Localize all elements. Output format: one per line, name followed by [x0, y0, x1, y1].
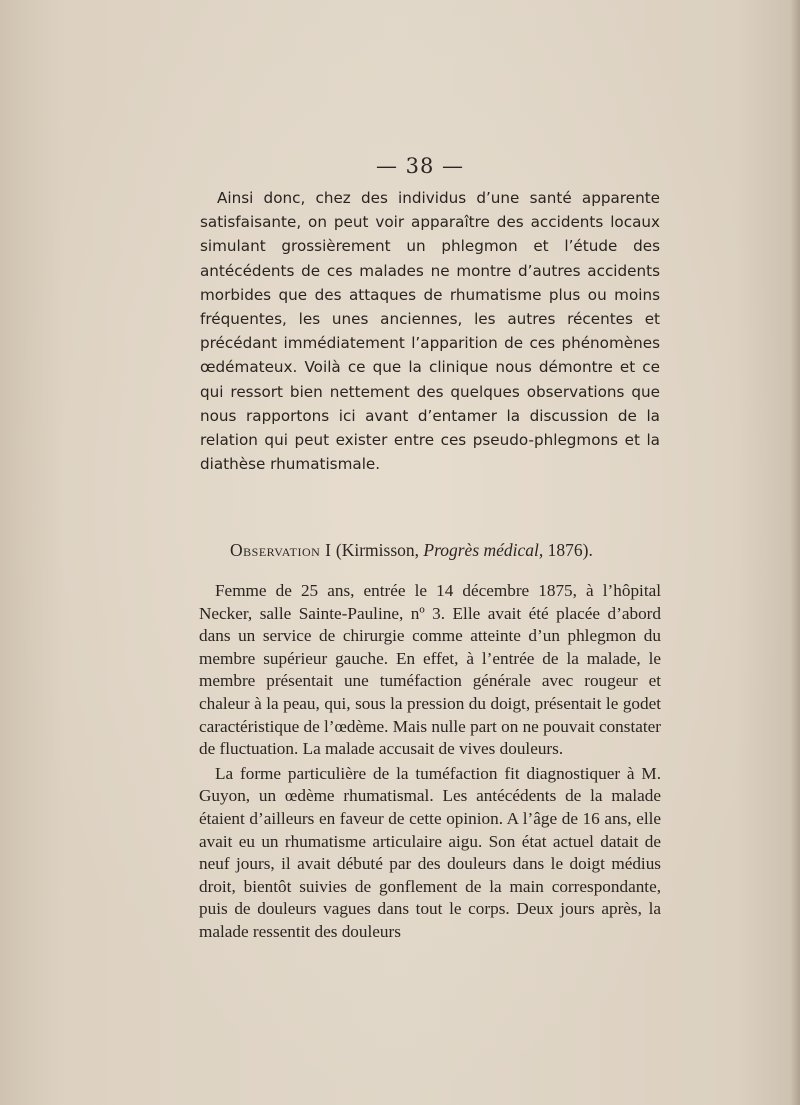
- intro-paragraph: Ainsi donc, chez des individus d’une santé apparente satisfaisante, on peut voir apparaître des accidents locaux simulant grossièrement un phlegmon et l’étude des antécédents de ces malades ne montre d’autres accidents morbides que des attaques de rhumatisme plus ou moins fréquentes, les unes anciennes, les autres récentes et précédant immédiatement l’apparition de ces phénomènes œdémateux. Voilà ce que la clinique nous démontre et ce qui ressort bien nettement des quelques observations que nous rapportons ici avant d’entamer la discussion de la relation qui peut exister entre ces pseudo-phlegmons et la diathèse rhumatismale.: [200, 189, 660, 474]
- observation-heading: [230, 540, 660, 561]
- intro-text-block: [200, 186, 660, 476]
- observation-journal: Progrès médical,: [423, 540, 544, 560]
- page-number: — 38 —: [375, 154, 465, 178]
- observation-body: [199, 580, 661, 944]
- observation-year: 1876).: [543, 540, 593, 560]
- observation-paragraph: Femme de 25 ans, entrée le 14 décembre 1875, à l’hôpital Necker, salle Sainte-Pauline, nº 3. Elle avait été placée d’abord dans un service de chirurgie comme atteinte d’un phlegmon du membre supérieur gauche. En effet, à l’entrée de la malade, le membre présentait une tuméfaction générale avec rougeur et chaleur à la peau, qui, sous la pression du doigt, présentait le godet caractéristique de l’œdème. Mais nulle part on ne pouvait constater de fluctuation. La malade accusait de vives douleurs.: [199, 581, 661, 759]
- observation-label: Observation I: [230, 540, 332, 560]
- observation-paragraph: La forme particulière de la tuméfaction fit diagnostiquer à M. Guyon, un œdème rhumatismal. Les antécédents de la malade étaient d’ailleurs en faveur de cette opinion. A l’âge de 16 ans, elle avait eu un rhumatisme articulaire aigu. Son état actuel datait de neuf jours, il avait débuté par des douleurs dans le doigt médius droit, bientôt suivies de gonflement de la main correspondante, puis de douleurs vagues dans tout le corps. Deux jours après, la malade ressentit des douleurs: [199, 763, 661, 941]
- observation-author: (Kirmisson,: [331, 540, 424, 560]
